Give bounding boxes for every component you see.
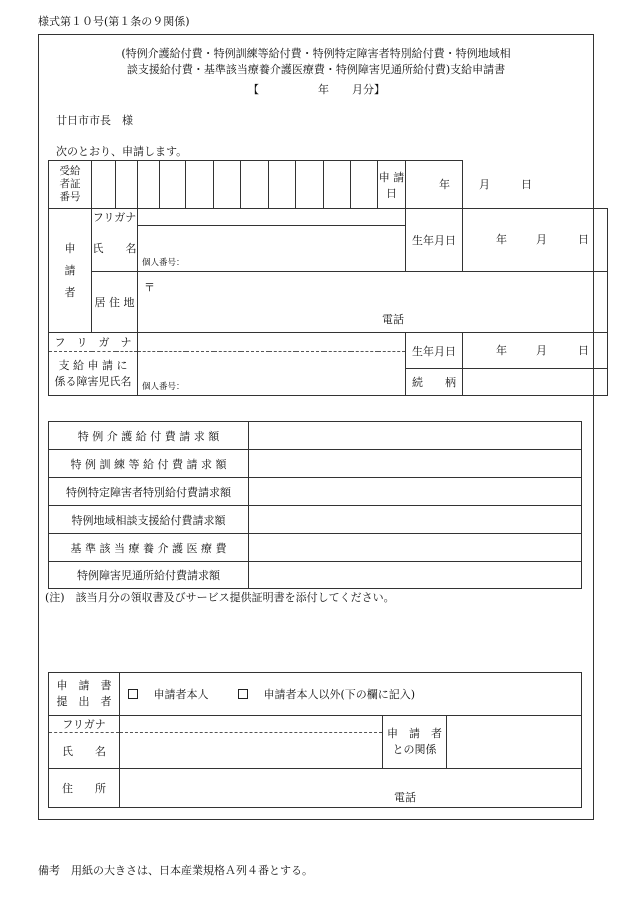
- postal-mark: 〒: [144, 281, 155, 294]
- cert-digit-1[interactable]: [92, 161, 116, 209]
- note-text: (注) 該当月分の領収書及びサービス提供証明書を添付してください。: [45, 591, 395, 604]
- cert-digit-10[interactable]: [324, 161, 351, 209]
- applicant-phone-label: 電話: [382, 313, 404, 326]
- period-year: 年: [318, 83, 329, 96]
- submitter-name-input[interactable]: [120, 733, 383, 769]
- cert-digit-7[interactable]: [241, 161, 269, 209]
- claim-label-1: 特 例 介 護 給 付 費 請 求 額: [49, 422, 249, 450]
- claim-amount-6[interactable]: [249, 562, 582, 589]
- submitter-name-label: 氏 名: [49, 733, 120, 769]
- apply-date-year: 年: [439, 177, 450, 191]
- cert-digit-2[interactable]: [116, 161, 138, 209]
- claim-label-3: 特例特定障害者特別給付費請求額: [49, 478, 249, 506]
- applicant-address-label: 居 住 地: [92, 272, 138, 333]
- cert-digit-8[interactable]: [269, 161, 296, 209]
- claim-amount-3[interactable]: [249, 478, 582, 506]
- submitter-phone-label: 電話: [394, 791, 416, 804]
- submitter-furigana-input[interactable]: [120, 716, 383, 733]
- form-title: [40, 46, 592, 78]
- child-birth-day: 日: [578, 343, 589, 357]
- period-month: 月分】: [352, 83, 385, 96]
- child-birth-label: 生年月日: [406, 333, 463, 369]
- cert-digit-5[interactable]: [186, 161, 214, 209]
- child-personal-number: 個人番号：: [142, 382, 185, 392]
- claim-amount-2[interactable]: [249, 450, 582, 478]
- cert-digit-4[interactable]: [160, 161, 186, 209]
- child-relation-field[interactable]: [463, 369, 608, 396]
- submitter-label: 申 請 書 提 出 者: [49, 673, 120, 716]
- cert-digit-9[interactable]: [296, 161, 324, 209]
- applicant-birth-label: 生年月日: [406, 209, 463, 272]
- applicant-furigana-label: フリガナ: [92, 209, 138, 226]
- child-name-input[interactable]: [138, 352, 406, 396]
- birth-day: 日: [578, 233, 589, 246]
- applicant-side-label: 申 請 者: [49, 209, 92, 333]
- birth-year: 年: [496, 233, 507, 246]
- claim-label-6: 特例障害児通所給付費請求額: [49, 562, 249, 589]
- applicant-name-label: 氏 名: [92, 226, 138, 272]
- option-other-label: 申請者本人以外(下の欄に記入): [263, 688, 416, 701]
- child-relation-label: 続 柄: [406, 369, 463, 396]
- child-birth-field[interactable]: [463, 333, 608, 369]
- apply-date-day: 日: [521, 177, 532, 191]
- title-period: [248, 84, 259, 95]
- child-furigana-label: フ リ ガ ナ: [49, 333, 138, 352]
- submitter-table: [48, 672, 582, 808]
- claim-label-4: 特例地域相談支援給付費請求額: [49, 506, 249, 534]
- child-birth-year: 年: [496, 343, 507, 357]
- child-furigana-input[interactable]: [138, 333, 406, 352]
- submitter-address-label: 住 所: [49, 769, 120, 808]
- cert-digit-6[interactable]: [214, 161, 241, 209]
- addressee: 廿日市市長 様: [56, 114, 133, 127]
- submitter-relation-label: 申 請 者 との関係: [383, 716, 447, 769]
- applicant-birth-field[interactable]: [463, 209, 608, 272]
- submitter-options: [120, 673, 582, 716]
- claim-amount-1[interactable]: [249, 422, 582, 450]
- apply-date-field[interactable]: [406, 161, 532, 209]
- submitter-address-input[interactable]: [120, 769, 582, 808]
- submitter-relation-input[interactable]: [447, 716, 582, 769]
- period-open: 【: [248, 83, 259, 96]
- title-line-2: 談支援給付費・基準該当療養介護医療費・特例障害児通所給付費)支給申請書: [126, 63, 506, 76]
- applicant-address-input[interactable]: [138, 272, 608, 333]
- child-name-label: 支 給 申 請 に 係る障害児氏名: [49, 352, 138, 396]
- remark-text: 備考 用紙の大きさは、日本産業規格Ａ列４番とする。: [38, 864, 313, 877]
- child-birth-month: 月: [536, 343, 547, 357]
- claims-table: [48, 421, 582, 589]
- option-self-checkbox[interactable]: [128, 689, 138, 699]
- option-self-label: 申請者本人: [153, 688, 209, 701]
- cert-digit-3[interactable]: [138, 161, 160, 209]
- birth-month: 月: [536, 233, 547, 246]
- option-other-checkbox[interactable]: [238, 689, 248, 699]
- applicant-table: [48, 160, 608, 396]
- claim-label-2: 特 例 訓 練 等 給 付 費 請 求 額: [49, 450, 249, 478]
- claim-amount-5[interactable]: [249, 534, 582, 562]
- cert-number-label: 受給 者証 番号: [49, 161, 92, 209]
- applicant-personal-number: 個人番号：: [142, 258, 185, 268]
- title-line-1: (特例介護給付費・特例訓練等給付費・特例特定障害者特別給付費・特例地域相: [121, 47, 511, 60]
- applicant-furigana-input[interactable]: [138, 209, 406, 226]
- apply-date-label: 申 請 日: [378, 161, 406, 209]
- intro-text: 次のとおり、申請します。: [56, 145, 188, 158]
- applicant-name-input[interactable]: [138, 226, 406, 272]
- claim-label-5: 基 準 該 当 療 養 介 護 医 療 費: [49, 534, 249, 562]
- claim-amount-4[interactable]: [249, 506, 582, 534]
- form-number: 様式第１０号(第１条の９関係): [38, 15, 190, 28]
- cert-digit-11[interactable]: [351, 161, 378, 209]
- apply-date-month: 月: [479, 177, 490, 191]
- submitter-furigana-label: フリガナ: [49, 716, 120, 733]
